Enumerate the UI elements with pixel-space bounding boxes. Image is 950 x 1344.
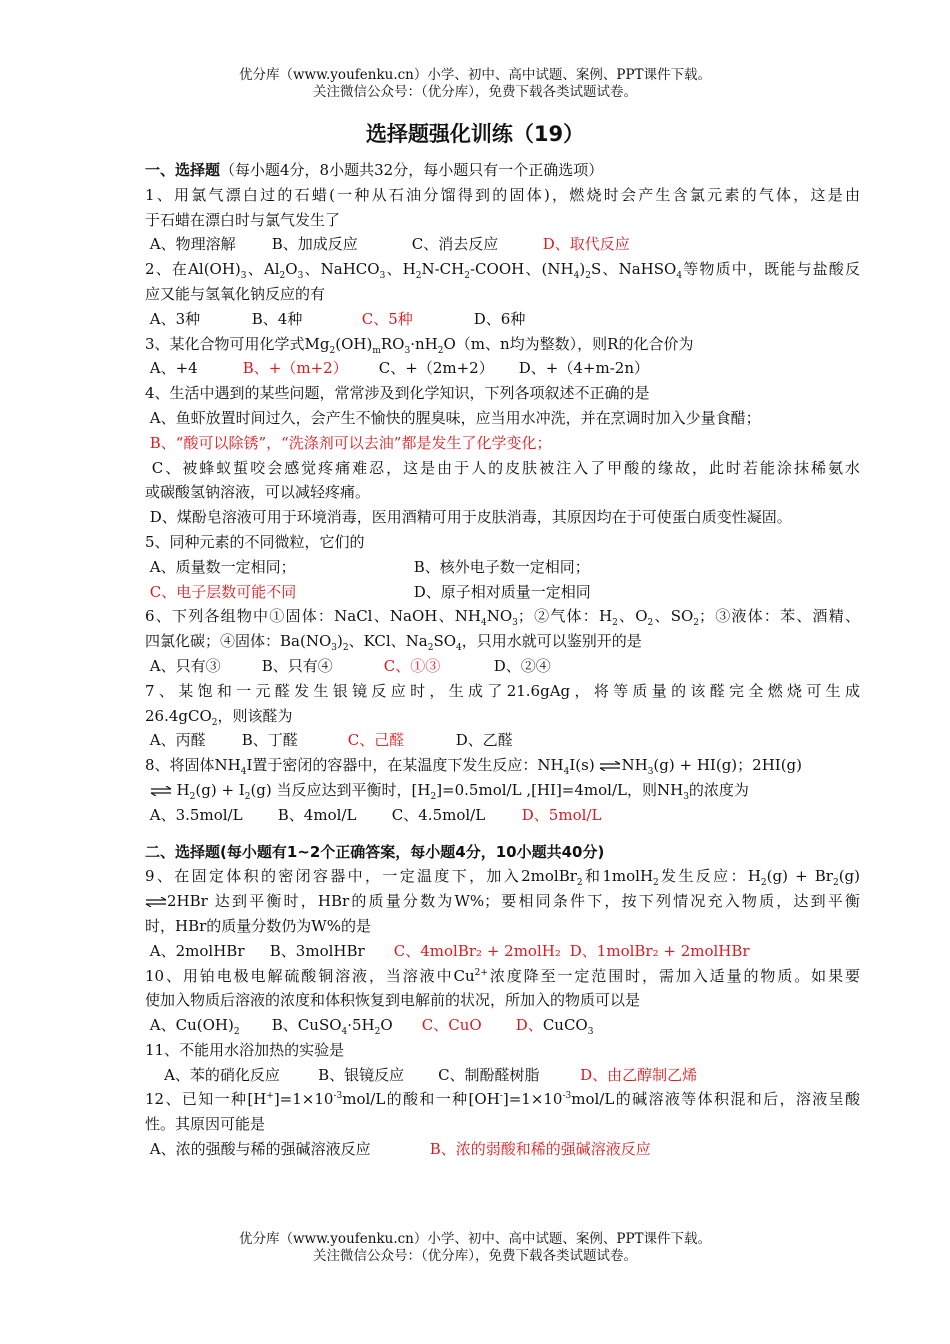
- q9-options: [145, 939, 860, 964]
- footer-line-2: 关注微信公众号：（优分库），免费下载各类试题试卷。: [313, 1248, 637, 1264]
- q6-options: [145, 654, 860, 679]
- q1-option-a: A、物理溶解: [149, 235, 236, 254]
- page-header: [0, 67, 950, 101]
- q6-option-c-answer: C、①③: [383, 656, 441, 675]
- q6-option-d: D、②④: [493, 656, 551, 675]
- q11-option-d-answer: D、由乙醇制乙烯: [580, 1065, 698, 1084]
- q8-stem-line-2: $H_2(g) + I_2(g)$ 当反应达到平衡时，$[H_2]=0.5mol/L$ ,[HI]=4mol/L，则$NH_3$的浓度为: [145, 778, 860, 803]
- q9-option-d-answer: D、1molBr₂ + 2molHBr: [569, 941, 750, 960]
- q12-options: [145, 1137, 860, 1162]
- q11-options: [145, 1063, 860, 1088]
- q4-option-b-answer: B、“酸可以除锈”，“洗涤剂可以去油”都是发生了化学变化；: [149, 433, 552, 452]
- q7-stem-line-2: 26.4gCO$_2$，则该醛为: [145, 706, 293, 728]
- q3-option-c: C、+（2m+2）: [378, 359, 494, 378]
- q11-stem: 11、不能用水浴加热的实验是: [145, 1040, 345, 1059]
- question-content: [145, 158, 860, 1162]
- q1-option-c: C、消去反应: [411, 235, 499, 254]
- q8-options: [145, 803, 860, 828]
- q11-option-a: A、苯的硝化反应: [164, 1065, 280, 1084]
- equilibrium-arrow-icon: [150, 786, 172, 796]
- page-title: 选择题强化训练（19）: [365, 122, 585, 146]
- footer-line-1: 优分库（www.youfenku.cn）小学、初中、高中试题、案例、PPT课件下载。: [238, 1231, 712, 1247]
- q10-stem-line-2: 使加入物质后溶液的浓度和体积恢复到电解前的状况，所加入的物质可以是: [145, 991, 641, 1010]
- q4-option-a: A、鱼虾放置时间过久，会产生不愉快的腥臭味，应当用水冲洗，并在烹调时加入少量食醋；: [149, 408, 761, 427]
- q2-stem-line-2: 应又能与氢氧化钠反应的有: [145, 284, 326, 303]
- q7-option-a: A、丙醛: [149, 731, 206, 750]
- section-2-heading: 二、选择题(每小题有1~2个正确答案，每小题4分，10小题共40分): [145, 842, 605, 861]
- q5-options-row-2: [145, 580, 860, 605]
- q12-stem-line-2: 性。其原因可能是: [145, 1115, 266, 1134]
- q1-stem-line-1: 1、用氯气漂白过的石蜡(一种从石油分馏得到的固体)，燃烧时会产生含氯元素的气体，这是由: [145, 185, 860, 204]
- q8-option-c: C、4.5mol/L: [391, 805, 486, 824]
- q5-option-d: D、原子相对质量一定相同: [413, 582, 591, 601]
- q2-options: [145, 307, 860, 332]
- q2-option-c-answer: C、5种: [361, 309, 413, 328]
- q10-option-c-answer: C、CuO: [421, 1016, 482, 1035]
- q10-stem-line-1: 10、用铂电极电解硫酸铜溶液，当溶液中$Cu^{2+}$浓度降至一定范围时，需加入适量的物质。如果要: [145, 966, 860, 985]
- section-1-heading: 一、选择题（每小题4分，8小题共32分，每小题只有一个正确选项）: [145, 161, 604, 179]
- q8-option-d-answer: D、5mol/L: [521, 805, 602, 824]
- q7-stem-line-1: 7、某饱和一元醛发生银镜反应时，生成了21.6gAg，将等质量的该醛完全燃烧可生成: [145, 681, 860, 700]
- q7-option-c-answer: C、己醛: [347, 731, 405, 750]
- equilibrium-arrow-icon: [145, 897, 167, 907]
- q4-option-d: D、煤酚皂溶液可用于环境消毒，医用酒精可用于皮肤消毒，其原因均在于可使蛋白质变性凝固。: [149, 508, 792, 527]
- section-gap: [145, 828, 860, 840]
- q6-stem-line-2: 四氯化碳；④固体：$Ba(NO_3)_2$、KCl、$Na_2SO_4$，只用水就可以鉴别开的是: [145, 632, 642, 654]
- q9-option-b: B、3molHBr: [269, 941, 365, 960]
- q10-options: [145, 1013, 860, 1038]
- page-footer: [0, 1231, 950, 1265]
- q5-option-b: B、核外电子数一定相同；: [413, 557, 590, 576]
- q1-options: [145, 232, 860, 257]
- q1-stem-line-2: 于石蜡在漂白时与氯气发生了: [145, 210, 341, 229]
- q10-option-a: A、$Cu(OH)_2$: [149, 1016, 240, 1038]
- q5-options-row-1: [145, 555, 860, 580]
- q11-option-b: B、银镜反应: [318, 1065, 405, 1084]
- q7-options: [145, 728, 860, 753]
- q5-option-c-answer: C、电子层数可能不同: [149, 582, 297, 601]
- q9-stem-line-1: 9、在固定体积的密闭容器中，一定温度下，加入2molBr$_2$和1molH$_2$发生反应：$H_2(g) + Br_2(g)$: [145, 867, 860, 889]
- q8-stem-line-1: 8、将固体$NH_4I$置于密闭的容器中，在某温度下发生反应：$NH_4I(s) NH_3(g) + HI(g)$；2HI(g): [145, 756, 803, 778]
- q11-option-c: C、制酚醛树脂: [438, 1065, 540, 1084]
- q2-option-b: B、4种: [251, 309, 303, 328]
- q10-option-b: B、$CuSO_4\cdot 5H_2O$: [271, 1016, 393, 1038]
- q3-option-a: A、+4: [149, 359, 198, 378]
- q3-option-d: D、+（4+m-2n）: [518, 359, 649, 378]
- q4-option-c-line-2: 或碳酸氢钠溶液，可以减轻疼痛。: [145, 483, 371, 502]
- q9-stem-line-3: 时，HBr的质量分数仍为W%的是: [145, 916, 371, 935]
- q6-option-a: A、只有③: [149, 656, 221, 675]
- q12-option-a: A、浓的强酸与稀的强碱溶液反应: [149, 1140, 371, 1159]
- q1-option-b: B、加成反应: [271, 235, 358, 254]
- q5-stem: 5、同种元素的不同微粒，它们的: [145, 532, 365, 551]
- q3-option-b-answer: B、+（m+2）: [242, 359, 348, 378]
- q5-option-a: A、质量数一定相同；: [149, 557, 296, 576]
- header-line-2: 关注微信公众号：（优分库），免费下载各类试题试卷。: [313, 84, 637, 100]
- q2-stem-line-1: 2、在$Al(OH)_3$、$Al_2O_3$、NaHCO$_3$、$H_2N-CH_2$-COOH、$(NH_4)_2S$、NaHSO$_4$等物质中，既能与盐酸反: [145, 260, 860, 282]
- q3-options: [145, 356, 860, 381]
- q9-stem-line-2: 2HBr 达到平衡时，HBr的质量分数为W%；要相同条件下，按下列情况充入物质，达到平衡: [145, 889, 860, 914]
- q8-option-a: A、3.5mol/L: [149, 805, 243, 824]
- q12-option-b-answer: B、浓的弱酸和稀的强碱溶液反应: [429, 1140, 651, 1159]
- q1-option-d-answer: D、取代反应: [542, 235, 630, 254]
- q6-stem-line-1: 6、下列各组物中①固体：NaCl、NaOH、$NH_4NO_3$；②气体：$H_2$、$O_2$、$SO_2$；③液体：苯、酒精、: [145, 607, 860, 629]
- q4-stem: 4、生活中遇到的某些问题，常常涉及到化学知识，下列各项叙述不正确的是: [145, 384, 650, 403]
- q7-option-d: D、乙醛: [455, 731, 513, 750]
- q6-option-b: B、只有④: [261, 656, 333, 675]
- q9-option-c-answer: C、4molBr₂ + 2molH₂: [393, 941, 561, 960]
- q12-stem-line-1: 12、已知一种$[H^+]=1\times 10^{-3}mol/L$的酸和一种$[OH^-]=1\times 10^{-3}mol/L$的碱溶液等体积混和后，溶液呈酸: [145, 1090, 860, 1109]
- q9-option-a: A、2molHBr: [149, 941, 245, 960]
- q8-option-b: B、4mol/L: [277, 805, 357, 824]
- q2-option-a: A、3种: [149, 309, 201, 328]
- header-line-1: 优分库（www.youfenku.cn）小学、初中、高中试题、案例、PPT课件下载。: [238, 67, 712, 83]
- equilibrium-arrow-icon: [599, 761, 621, 771]
- q4-option-c-line-1: C、被蜂蚁蜇咬会感觉疼痛难忍，这是由于人的皮肤被注入了甲酸的缘故，此时若能涂抹稀氨水: [151, 458, 860, 477]
- q7-option-b: B、丁醛: [241, 731, 298, 750]
- q10-option-d-answer: D、CuCO$_3$: [515, 1016, 594, 1038]
- q3-stem: 3、某化合物可用化学式$Mg_2(OH)_mRO_3\cdot nH_2O(m$、n均为整数），则R的化合价为: [145, 334, 694, 356]
- q2-option-d: D、6种: [473, 309, 526, 328]
